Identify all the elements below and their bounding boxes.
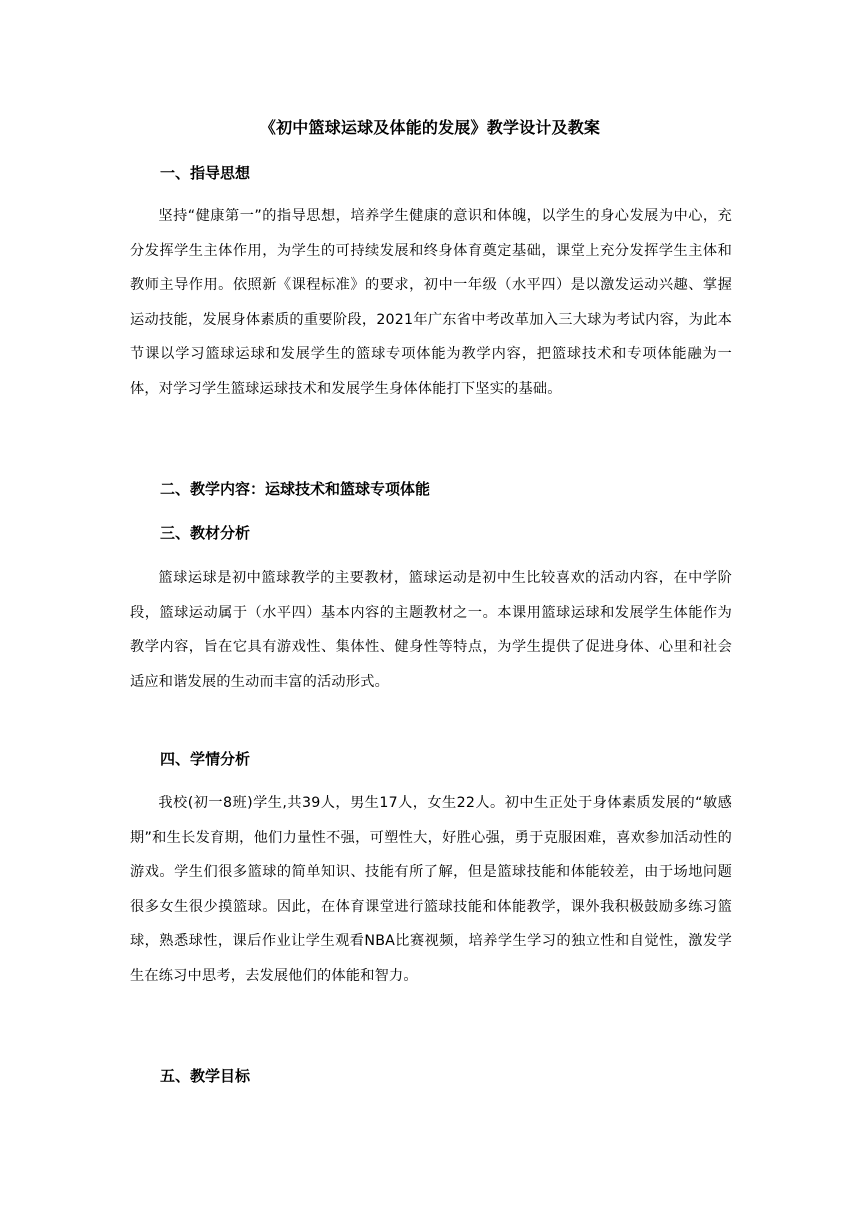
section-heading-teaching-objectives: 五、教学目标 <box>160 1067 251 1085</box>
section-heading-student-analysis: 四、学情分析 <box>160 750 251 768</box>
section-paragraph-material-analysis: 篮球运球是初中篮球教学的主要教材，篮球运动是初中生比较喜欢的活动内容，在中学阶段，篮球运动属于（水平四）基本内容的主题教材之一。本课用篮球运球和发展学生体能作为教学内容，旨在它具有游戏性、集体性、健身性等特点，为学生提供了促进身体、心里和社会适应和谐发展的生动而丰富的活动形式。 <box>130 570 732 690</box>
section-heading-teaching-content: 二、教学内容：运球技术和篮球专项体能 <box>160 480 431 498</box>
section-heading-guiding-ideology: 一、指导思想 <box>160 164 251 182</box>
section-paragraph-student-analysis: 我校(初一8班)学生,共39人，男生17人，女生22人。初中生正处于身体素质发展的“敏感期”和生长发育期，他们力量性不强，可塑性大，好胜心强，勇于克服困难，喜欢参加活动性的游戏。学生们很多篮球的简单知识、技能有所了解，但是篮球技能和体能较差，由于场地问题很多女生很少摸篮球。因此，在体育课堂进行篮球技能和体能教学，课外我积极鼓励多练习篮球，熟悉球性，课后作业让学生观看NBA比赛视频，培养学生学习的独立性和自觉性，激发学生在练习中思考，去发展他们的体能和智力。 <box>130 795 732 984</box>
section-heading-material-analysis: 三、教材分析 <box>160 524 251 542</box>
section-paragraph-guiding-ideology: 坚持“健康第一”的指导思想，培养学生健康的意识和体魄，以学生的身心发展为中心，充分发挥学生主体作用，为学生的可持续发展和终身体育奠定基础，课堂上充分发挥学生主体和教师主导作用。依照新《课程标准》的要求，初中一年级（水平四）是以激发运动兴趣、掌握运动技能，发展身体素质的重要阶段，2021年广东省中考改革加入三大球为考试内容，为此本节课以学习篮球运球和发展学生的篮球专项体能为教学内容，把篮球技术和专项体能融为一体，对学习学生篮球运球技术和发展学生身体体能打下坚实的基础。 <box>130 208 732 397</box>
document-title: 《初中篮球运球及体能的发展》教学设计及教案 <box>259 118 601 137</box>
